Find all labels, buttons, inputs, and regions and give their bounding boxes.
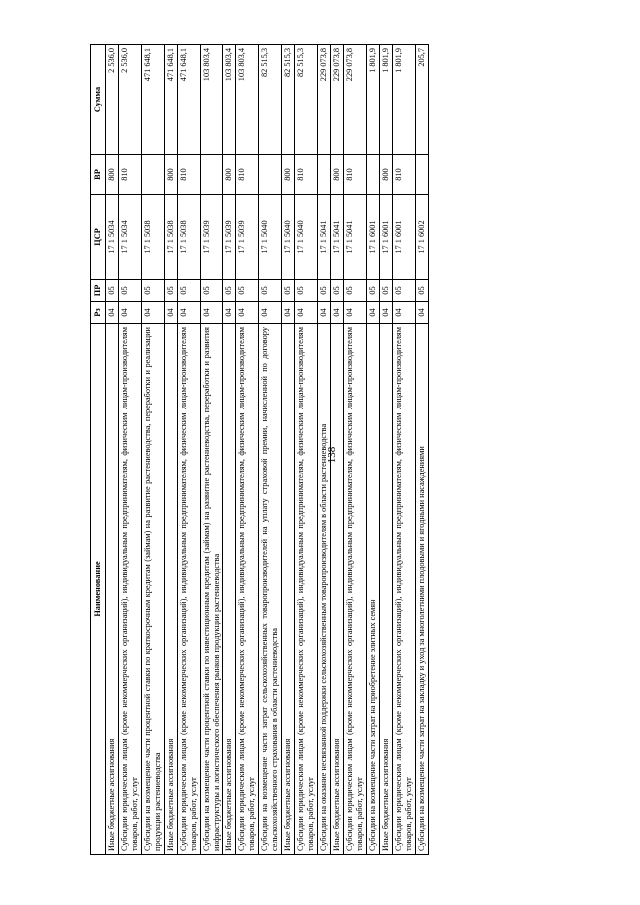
row-rz-cell: 04 (141, 302, 164, 324)
table-row (318, 45, 331, 855)
table-row (236, 45, 259, 855)
row-name-cell: Субсидии на возмещение части процентной ставки по инвестиционным кредитам (займам) на развитие растениеводства, переработки и развития инфраструктуры и логистического обеспечения рынков продукции растениеводства (200, 324, 223, 855)
row-sum-cell: 229 073,8 (344, 45, 367, 155)
table-header-row (91, 45, 106, 855)
row-pr-cell: 05 (177, 280, 200, 302)
row-name-cell: Иные бюджетные ассигнования (105, 324, 118, 855)
row-name-cell: Субсидии на возмещение части затрат на закладку и уход за многолетними плодовыми и ягодными насаждениями (415, 324, 428, 855)
row-sum-cell: 1 801,9 (392, 45, 415, 155)
row-vr-cell (200, 155, 223, 195)
row-sum-cell: 1 801,9 (366, 45, 379, 155)
budget-table (90, 44, 429, 855)
row-pr-cell: 05 (118, 280, 141, 302)
row-pr-cell: 05 (318, 280, 331, 302)
row-csr-cell: 17 1 5039 (200, 195, 223, 280)
row-sum-cell: 471 648,1 (177, 45, 200, 155)
row-rz-cell: 04 (282, 302, 295, 324)
row-sum-cell: 1 801,9 (379, 45, 392, 155)
row-csr-cell: 17 1 5041 (331, 195, 344, 280)
row-pr-cell: 05 (379, 280, 392, 302)
table-row (331, 45, 344, 855)
table-row (200, 45, 223, 855)
table-row (392, 45, 415, 855)
row-rz-cell: 04 (164, 302, 177, 324)
row-vr-cell: 800 (331, 155, 344, 195)
rotated-page-content (90, 45, 580, 855)
row-vr-cell: 810 (236, 155, 259, 195)
row-rz-cell: 04 (236, 302, 259, 324)
row-csr-cell: 17 1 5038 (164, 195, 177, 280)
row-vr-cell (366, 155, 379, 195)
row-name-cell: Субсидии юридическим лицам (кроме некоммерческих организаций), индивидуальным предпринимателям, физическим лицам-производителям товаров, работ, услуг (392, 324, 415, 855)
row-sum-cell: 471 648,1 (164, 45, 177, 155)
row-rz-cell: 04 (200, 302, 223, 324)
table-row (141, 45, 164, 855)
row-sum-cell: 229 073,8 (331, 45, 344, 155)
row-name-cell: Субсидии юридическим лицам (кроме некоммерческих организаций), индивидуальным предпринимателям, физическим лицам-производителям товаров, работ, услуг (295, 324, 318, 855)
row-vr-cell (259, 155, 282, 195)
table-row (379, 45, 392, 855)
row-name-cell: Субсидии юридическим лицам (кроме некоммерческих организаций), индивидуальным предпринимателям, физическим лицам-производителям товаров, работ, услуг (118, 324, 141, 855)
row-pr-cell: 05 (200, 280, 223, 302)
row-rz-cell: 04 (331, 302, 344, 324)
row-csr-cell: 17 1 5034 (105, 195, 118, 280)
row-csr-cell: 17 1 5039 (223, 195, 236, 280)
row-name-cell: Субсидии юридическим лицам (кроме некоммерческих организаций), индивидуальным предпринимателям, физическим лицам-производителям товаров, работ, услуг (177, 324, 200, 855)
row-rz-cell: 04 (415, 302, 428, 324)
column-header-sum: Сумма (91, 45, 106, 155)
row-name-cell: Субсидии на оказание несвязанной поддержки сельскохозяйственным товаропроизводителям в области растениеводства (318, 324, 331, 855)
row-vr-cell: 810 (392, 155, 415, 195)
row-vr-cell (318, 155, 331, 195)
row-rz-cell: 04 (177, 302, 200, 324)
row-name-cell: Иные бюджетные ассигнования (164, 324, 177, 855)
table-row (223, 45, 236, 855)
row-csr-cell: 17 1 5041 (318, 195, 331, 280)
row-sum-cell: 103 803,4 (223, 45, 236, 155)
row-csr-cell: 17 1 6002 (415, 195, 428, 280)
row-vr-cell: 810 (344, 155, 367, 195)
table-row (105, 45, 118, 855)
row-csr-cell: 17 1 5034 (118, 195, 141, 280)
row-rz-cell: 04 (318, 302, 331, 324)
row-name-cell: Иные бюджетные ассигнования (223, 324, 236, 855)
row-name-cell: Субсидии на возмещение части процентной ставки по краткосрочным кредитам (займам) на развитие растениеводства, переработки и реализации продукции растениеводства (141, 324, 164, 855)
row-pr-cell: 05 (164, 280, 177, 302)
row-pr-cell: 05 (259, 280, 282, 302)
table-row (259, 45, 282, 855)
row-csr-cell: 17 1 6001 (366, 195, 379, 280)
row-sum-cell: 82 515,3 (295, 45, 318, 155)
row-name-cell: Иные бюджетные ассигнования (282, 324, 295, 855)
row-vr-cell: 810 (118, 155, 141, 195)
row-name-cell: Иные бюджетные ассигнования (331, 324, 344, 855)
row-csr-cell: 17 1 5040 (282, 195, 295, 280)
column-header-pr: ПР (91, 280, 106, 302)
row-rz-cell: 04 (392, 302, 415, 324)
column-header-csr: ЦСР (91, 195, 106, 280)
row-csr-cell: 17 1 6001 (392, 195, 415, 280)
row-csr-cell: 17 1 5040 (295, 195, 318, 280)
row-vr-cell: 800 (282, 155, 295, 195)
row-pr-cell: 05 (344, 280, 367, 302)
row-vr-cell: 810 (177, 155, 200, 195)
row-sum-cell: 82 515,3 (259, 45, 282, 155)
table-row (415, 45, 428, 855)
row-sum-cell: 229 073,8 (318, 45, 331, 155)
row-name-cell: Субсидии на возмещение части затрат сельскохозяйственных товаропроизводителей на уплату страховой премии, начисленной по договору сельскохозяйственного страхования в области растениеводства (259, 324, 282, 855)
column-header-name: Наименование (91, 324, 106, 855)
row-csr-cell: 17 1 5038 (177, 195, 200, 280)
table-row (177, 45, 200, 855)
row-vr-cell: 800 (379, 155, 392, 195)
row-vr-cell (141, 155, 164, 195)
row-name-cell: Иные бюджетные ассигнования (379, 324, 392, 855)
row-rz-cell: 04 (295, 302, 318, 324)
table-row (344, 45, 367, 855)
table-row (118, 45, 141, 855)
table-row (164, 45, 177, 855)
row-csr-cell: 17 1 5038 (141, 195, 164, 280)
row-sum-cell: 2 536,0 (118, 45, 141, 155)
row-vr-cell (415, 155, 428, 195)
row-vr-cell: 800 (164, 155, 177, 195)
row-pr-cell: 05 (366, 280, 379, 302)
row-rz-cell: 04 (366, 302, 379, 324)
row-pr-cell: 05 (331, 280, 344, 302)
row-csr-cell: 17 1 5039 (236, 195, 259, 280)
row-name-cell: Субсидии юридическим лицам (кроме некоммерческих организаций), индивидуальным предпринимателям, физическим лицам-производителям товаров, работ, услуг (344, 324, 367, 855)
table-row (295, 45, 318, 855)
table-row (282, 45, 295, 855)
row-pr-cell: 05 (282, 280, 295, 302)
table-row (366, 45, 379, 855)
row-sum-cell: 205,7 (415, 45, 428, 155)
row-csr-cell: 17 1 5040 (259, 195, 282, 280)
row-sum-cell: 82 515,3 (282, 45, 295, 155)
row-vr-cell: 810 (295, 155, 318, 195)
row-name-cell: Субсидии юридическим лицам (кроме некоммерческих организаций), индивидуальным предпринимателям, физическим лицам-производителям товаров, работ, услуг (236, 324, 259, 855)
row-pr-cell: 05 (295, 280, 318, 302)
row-rz-cell: 04 (223, 302, 236, 324)
row-rz-cell: 04 (105, 302, 118, 324)
row-pr-cell: 05 (236, 280, 259, 302)
row-pr-cell: 05 (392, 280, 415, 302)
table-body (105, 45, 428, 855)
row-name-cell: Субсидии на возмещение части затрат на приобретение элитных семян (366, 324, 379, 855)
column-header-vr: ВР (91, 155, 106, 195)
page-number: 138 (326, 446, 338, 464)
row-csr-cell: 17 1 5041 (344, 195, 367, 280)
row-rz-cell: 04 (379, 302, 392, 324)
column-header-rz: Рз (91, 302, 106, 324)
row-rz-cell: 04 (259, 302, 282, 324)
row-sum-cell: 2 536,0 (105, 45, 118, 155)
row-rz-cell: 04 (344, 302, 367, 324)
row-pr-cell: 05 (223, 280, 236, 302)
row-pr-cell: 05 (105, 280, 118, 302)
row-pr-cell: 05 (141, 280, 164, 302)
row-pr-cell: 05 (415, 280, 428, 302)
row-rz-cell: 04 (118, 302, 141, 324)
row-vr-cell: 800 (105, 155, 118, 195)
row-sum-cell: 103 803,4 (236, 45, 259, 155)
row-vr-cell: 800 (223, 155, 236, 195)
row-csr-cell: 17 1 6001 (379, 195, 392, 280)
row-sum-cell: 471 648,1 (141, 45, 164, 155)
row-sum-cell: 103 803,4 (200, 45, 223, 155)
